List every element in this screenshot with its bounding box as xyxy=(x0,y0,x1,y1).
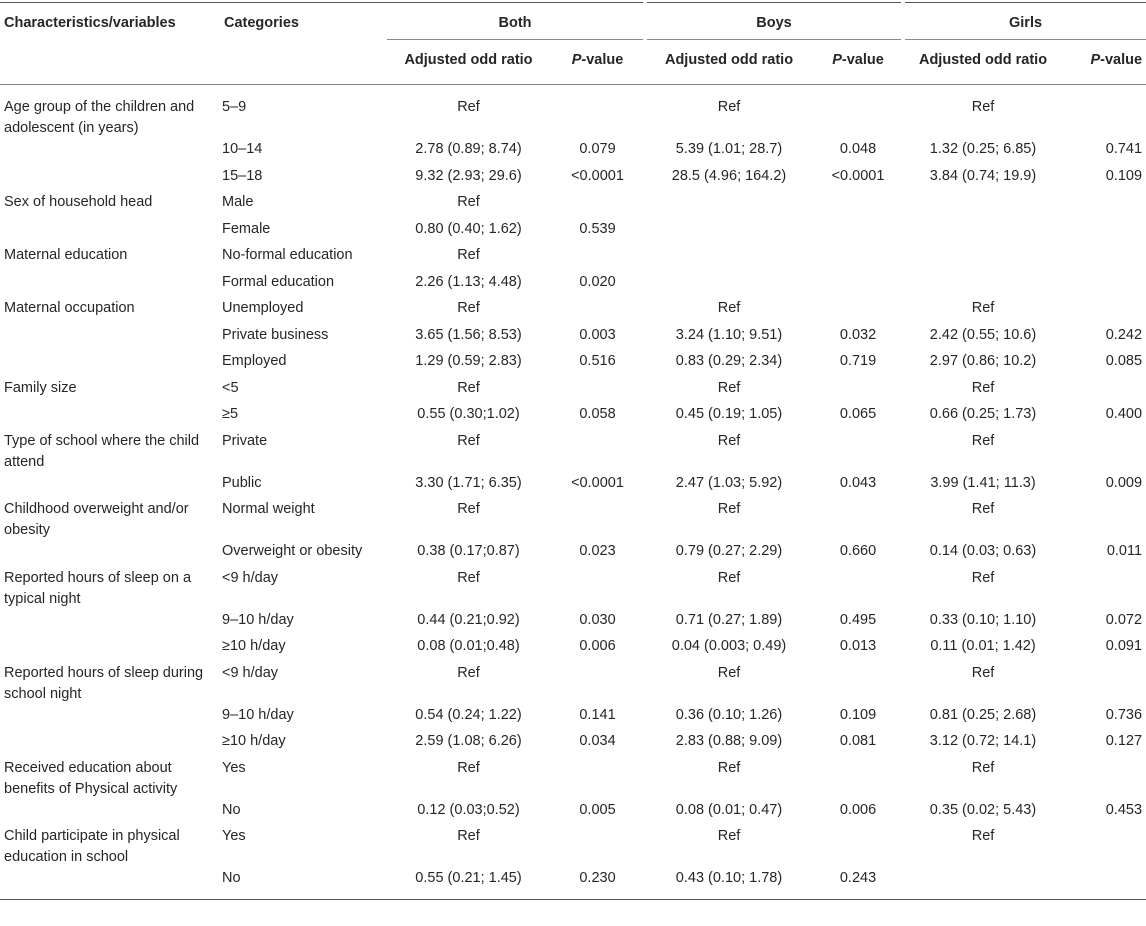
cell-girls-pvalue xyxy=(1063,245,1146,272)
cell-characteristic xyxy=(0,473,222,500)
table-row xyxy=(0,473,1146,500)
cell-both-aor: 0.38 (0.17;0.87) xyxy=(417,543,520,559)
cell-category: Male xyxy=(222,194,254,210)
cell-boys-aor: 0.36 (0.10; 1.26) xyxy=(675,706,783,723)
cell-category: No xyxy=(222,870,241,886)
cell-both-pvalue: 0.030 xyxy=(579,611,616,628)
header-blank xyxy=(222,40,387,85)
cell-both-pvalue: 0.516 xyxy=(579,353,616,369)
cell-characteristic: Received education about benefits of Physical activity xyxy=(4,759,178,797)
cell-both-aor: 2.59 (1.08; 6.26) xyxy=(415,733,522,749)
cell-girls-pvalue xyxy=(1063,378,1146,405)
cell-boys-aor: Ref xyxy=(717,569,741,586)
cell-both-pvalue xyxy=(550,499,645,541)
cell-boys-pvalue xyxy=(813,663,903,705)
cell-boys-aor: 2.47 (1.03; 5.92) xyxy=(675,474,783,491)
cell-category: Employed xyxy=(222,353,287,369)
cell-both-pvalue xyxy=(550,298,645,325)
table-row xyxy=(0,636,1146,663)
cell-both-aor: Ref xyxy=(457,194,480,210)
cell-girls-aor xyxy=(903,219,1063,246)
header-group-girls: Girls xyxy=(903,3,1146,40)
cell-boys-pvalue: 0.109 xyxy=(839,706,877,723)
cell-boys-pvalue: 0.006 xyxy=(839,801,877,818)
cell-boys-aor: 0.43 (0.10; 1.78) xyxy=(675,870,783,886)
cell-girls-aor: 0.66 (0.25; 1.73) xyxy=(929,406,1037,422)
cell-both-pvalue: 0.079 xyxy=(579,141,616,157)
header-row-sub xyxy=(0,40,1146,85)
cell-both-aor: 0.08 (0.01;0.48) xyxy=(417,638,520,654)
cell-both-pvalue: 0.034 xyxy=(579,733,616,749)
cell-both-pvalue: 0.058 xyxy=(579,406,616,422)
cell-boys-aor: Ref xyxy=(717,379,741,396)
cell-both-aor: Ref xyxy=(457,501,480,517)
cell-girls-pvalue xyxy=(1063,826,1146,868)
cell-characteristic xyxy=(0,139,222,166)
cell-girls-aor: 3.84 (0.74; 19.9) xyxy=(929,167,1037,184)
table-header xyxy=(0,3,1146,85)
cell-girls-aor: Ref xyxy=(971,300,995,316)
cell-both-aor: 0.55 (0.21; 1.45) xyxy=(415,870,522,886)
cell-characteristic: Family size xyxy=(4,379,77,396)
cell-girls-pvalue xyxy=(1063,192,1146,219)
cell-girls-pvalue xyxy=(1063,272,1146,299)
cell-boys-pvalue xyxy=(813,219,903,246)
cell-both-aor: Ref xyxy=(457,664,480,681)
table-row xyxy=(0,85,1146,140)
header-categories: Categories xyxy=(222,3,387,40)
cell-girls-aor: Ref xyxy=(971,828,995,844)
cell-category: Normal weight xyxy=(222,501,315,517)
cell-boys-pvalue xyxy=(813,499,903,541)
cell-girls-pvalue: 0.242 xyxy=(1105,326,1143,343)
cell-girls-aor xyxy=(903,868,1063,895)
cell-boys-pvalue: 0.719 xyxy=(839,353,877,369)
cell-category: Female xyxy=(222,220,271,237)
cell-boys-pvalue xyxy=(813,245,903,272)
cell-boys-pvalue xyxy=(813,85,903,140)
cell-characteristic xyxy=(0,404,222,431)
cell-characteristic xyxy=(0,325,222,352)
cell-both-aor: 0.80 (0.40; 1.62) xyxy=(415,220,522,237)
cell-girls-pvalue: 0.011 xyxy=(1106,543,1143,559)
cell-boys-pvalue: 0.032 xyxy=(839,326,877,343)
cell-boys-aor: 0.83 (0.29; 2.34) xyxy=(675,353,783,369)
cell-characteristic xyxy=(0,219,222,246)
cell-girls-pvalue: 0.127 xyxy=(1105,733,1143,749)
cell-both-aor: 0.55 (0.30;1.02) xyxy=(417,406,520,422)
table-row xyxy=(0,610,1146,637)
cell-both-pvalue xyxy=(550,758,645,800)
cell-girls-aor: 2.42 (0.55; 10.6) xyxy=(929,326,1037,343)
cell-category: Private xyxy=(222,432,268,449)
cell-girls-aor: 3.12 (0.72; 14.1) xyxy=(929,733,1037,749)
cell-boys-aor: Ref xyxy=(717,664,741,681)
cell-both-aor: Ref xyxy=(457,247,480,263)
cell-girls-pvalue: 0.072 xyxy=(1105,611,1143,628)
cell-category: Private business xyxy=(222,326,329,343)
cell-category: No-formal education xyxy=(222,247,353,263)
cell-boys-pvalue xyxy=(813,298,903,325)
cell-characteristic xyxy=(0,541,222,568)
cell-girls-pvalue xyxy=(1063,499,1146,541)
cell-girls-aor: Ref xyxy=(971,664,995,681)
cell-category: No xyxy=(222,801,241,818)
header-girls-aor: Adjusted odd ratio xyxy=(918,52,1048,68)
cell-boys-aor: 0.79 (0.27; 2.29) xyxy=(675,543,783,559)
cell-boys-pvalue: 0.065 xyxy=(839,406,877,422)
cell-boys-aor xyxy=(645,192,813,219)
cell-category: ≥10 h/day xyxy=(222,638,286,654)
table-row xyxy=(0,245,1146,272)
cell-girls-aor: 0.81 (0.25; 2.68) xyxy=(929,706,1037,723)
cell-characteristic: Childhood overweight and/or obesity xyxy=(4,501,189,538)
cell-boys-pvalue: 0.043 xyxy=(839,474,877,491)
cell-girls-aor: 3.99 (1.41; 11.3) xyxy=(930,474,1036,491)
cell-characteristic: Reported hours of sleep during school night xyxy=(4,664,204,702)
cell-characteristic xyxy=(0,800,222,827)
cell-both-pvalue: 0.005 xyxy=(579,801,616,818)
cell-girls-aor: Ref xyxy=(971,569,995,586)
cell-boys-aor: 28.5 (4.96; 164.2) xyxy=(671,167,787,184)
cell-girls-aor: 0.35 (0.02; 5.43) xyxy=(929,801,1037,818)
cell-girls-aor: Ref xyxy=(971,379,995,396)
cell-girls-pvalue xyxy=(1063,298,1146,325)
cell-boys-pvalue: 0.660 xyxy=(839,543,877,559)
pvalue-suffix: -value xyxy=(1100,52,1143,68)
table-row xyxy=(0,404,1146,431)
cell-boys-aor: Ref xyxy=(717,300,741,316)
cell-both-pvalue: 0.141 xyxy=(579,706,616,723)
cell-characteristic xyxy=(0,166,222,193)
cell-girls-pvalue xyxy=(1063,219,1146,246)
table-row xyxy=(0,663,1146,705)
cell-boys-pvalue: <0.0001 xyxy=(831,167,885,184)
cell-both-aor: 0.44 (0.21;0.92) xyxy=(417,611,520,628)
cell-boys-aor xyxy=(645,219,813,246)
cell-girls-aor xyxy=(903,245,1063,272)
cell-girls-aor: Ref xyxy=(971,501,995,517)
header-characteristics: Characteristics/variables xyxy=(0,3,222,40)
cell-both-aor: Ref xyxy=(457,569,480,586)
cell-characteristic xyxy=(0,731,222,758)
cell-category: Unemployed xyxy=(222,300,304,316)
cell-boys-aor xyxy=(645,245,813,272)
table-row xyxy=(0,568,1146,610)
cell-both-pvalue: 0.003 xyxy=(579,326,616,343)
cell-characteristic xyxy=(0,705,222,732)
header-both-pvalue xyxy=(550,40,645,85)
cell-category: 15–18 xyxy=(222,167,263,184)
header-girls-pvalue xyxy=(1063,40,1146,85)
cell-characteristic xyxy=(0,351,222,378)
cell-both-pvalue: <0.0001 xyxy=(571,474,624,491)
cell-boys-pvalue: 0.243 xyxy=(839,870,877,886)
cell-characteristic xyxy=(0,272,222,299)
cell-girls-pvalue xyxy=(1063,758,1146,800)
cell-category: ≥10 h/day xyxy=(222,733,286,749)
table-row xyxy=(0,192,1146,219)
table-row xyxy=(0,758,1146,800)
cell-characteristic: Age group of the children and adolescent (in years) xyxy=(4,99,195,136)
cell-both-pvalue: 0.006 xyxy=(579,638,616,654)
cell-both-aor: 1.29 (0.59; 2.83) xyxy=(415,353,522,369)
cell-boys-pvalue: 0.081 xyxy=(839,733,877,749)
cell-boys-pvalue xyxy=(813,192,903,219)
table-row xyxy=(0,166,1146,193)
cell-both-aor: Ref xyxy=(457,828,480,844)
cell-both-aor: 2.26 (1.13; 4.48) xyxy=(415,273,522,290)
cell-category: 9–10 h/day xyxy=(222,611,294,628)
cell-boys-pvalue: 0.013 xyxy=(839,638,877,654)
cell-girls-aor: Ref xyxy=(971,432,995,449)
header-boys-pvalue xyxy=(813,40,903,85)
cell-both-pvalue: 0.539 xyxy=(579,220,616,237)
cell-boys-aor: 0.08 (0.01; 0.47) xyxy=(675,801,783,818)
cell-category: <5 xyxy=(222,379,239,396)
cell-boys-pvalue: 0.495 xyxy=(839,611,877,628)
cell-both-aor: 3.65 (1.56; 8.53) xyxy=(415,326,522,343)
cell-girls-aor xyxy=(903,272,1063,299)
cell-category: <9 h/day xyxy=(222,664,279,681)
table-row xyxy=(0,541,1146,568)
table-body xyxy=(0,85,1146,895)
cell-boys-aor: Ref xyxy=(717,432,741,449)
pvalue-p: P xyxy=(832,52,842,68)
cell-both-aor: Ref xyxy=(457,759,480,776)
pvalue-suffix: -value xyxy=(581,52,624,68)
cell-girls-pvalue xyxy=(1063,868,1146,895)
cell-category: Yes xyxy=(222,759,246,776)
cell-both-aor: 0.12 (0.03;0.52) xyxy=(417,801,520,818)
cell-boys-pvalue xyxy=(813,378,903,405)
cell-boys-aor: Ref xyxy=(717,99,741,115)
cell-both-pvalue: 0.020 xyxy=(579,273,616,290)
table-row xyxy=(0,272,1146,299)
cell-boys-pvalue: 0.048 xyxy=(839,141,877,157)
table-row xyxy=(0,431,1146,473)
cell-characteristic: Type of school where the child attend xyxy=(4,432,200,470)
cell-girls-pvalue: 0.453 xyxy=(1105,801,1143,818)
cell-category: ≥5 xyxy=(222,406,239,422)
cell-girls-aor: 2.97 (0.86; 10.2) xyxy=(929,353,1037,369)
header-blank xyxy=(0,40,222,85)
header-both-aor: Adjusted odd ratio xyxy=(404,52,533,68)
table-row xyxy=(0,139,1146,166)
table-row xyxy=(0,378,1146,405)
pvalue-suffix: -value xyxy=(841,52,884,68)
cell-girls-pvalue xyxy=(1063,663,1146,705)
odds-ratio-table xyxy=(0,2,1146,895)
cell-girls-pvalue: 0.400 xyxy=(1105,406,1143,422)
table-row xyxy=(0,800,1146,827)
header-group-boys: Boys xyxy=(645,3,903,40)
cell-both-pvalue xyxy=(550,245,645,272)
cell-category: Yes xyxy=(222,828,246,844)
cell-both-pvalue: <0.0001 xyxy=(571,167,624,184)
cell-girls-aor: Ref xyxy=(971,759,995,776)
cell-girls-pvalue: 0.085 xyxy=(1105,353,1143,369)
cell-boys-aor: Ref xyxy=(717,501,741,517)
cell-boys-pvalue xyxy=(813,431,903,473)
cell-boys-pvalue xyxy=(813,272,903,299)
cell-both-pvalue xyxy=(550,85,645,140)
header-group-both: Both xyxy=(387,3,645,40)
cell-both-aor: 9.32 (2.93; 29.6) xyxy=(415,167,522,184)
table-row xyxy=(0,705,1146,732)
cell-characteristic: Sex of household head xyxy=(4,194,153,210)
cell-category: Overweight or obesity xyxy=(222,543,363,559)
pvalue-p: P xyxy=(571,52,582,68)
cell-category: Formal education xyxy=(222,273,335,290)
cell-girls-aor: 0.33 (0.10; 1.10) xyxy=(929,611,1037,628)
cell-characteristic xyxy=(0,610,222,637)
cell-both-pvalue xyxy=(550,431,645,473)
cell-both-aor: Ref xyxy=(457,99,480,115)
cell-girls-aor: 1.32 (0.25; 6.85) xyxy=(929,141,1037,157)
table-row xyxy=(0,826,1146,868)
cell-boys-pvalue xyxy=(813,758,903,800)
cell-boys-pvalue xyxy=(813,826,903,868)
cell-both-pvalue: 0.230 xyxy=(579,870,616,886)
cell-characteristic: Maternal education xyxy=(4,247,128,263)
table-row xyxy=(0,219,1146,246)
table-bottom-rule xyxy=(0,899,1146,900)
header-row-groups xyxy=(0,3,1146,40)
cell-girls-aor: Ref xyxy=(971,99,995,115)
cell-girls-aor xyxy=(903,192,1063,219)
cell-girls-pvalue xyxy=(1063,431,1146,473)
cell-category: 5–9 xyxy=(222,99,247,115)
cell-girls-pvalue: 0.091 xyxy=(1105,638,1143,654)
cell-boys-aor: Ref xyxy=(717,759,741,776)
cell-category: 9–10 h/day xyxy=(222,706,294,723)
cell-both-aor: Ref xyxy=(457,432,480,449)
cell-both-pvalue xyxy=(550,826,645,868)
table-row xyxy=(0,351,1146,378)
cell-both-aor: 0.54 (0.24; 1.22) xyxy=(415,706,522,723)
cell-both-pvalue xyxy=(550,378,645,405)
table-row xyxy=(0,499,1146,541)
cell-both-aor: 3.30 (1.71; 6.35) xyxy=(415,474,522,491)
cell-category: 10–14 xyxy=(222,141,263,157)
cell-girls-pvalue: 0.736 xyxy=(1105,706,1143,723)
cell-category: Public xyxy=(222,474,262,491)
cell-characteristic: Child participate in physical education in school xyxy=(4,828,180,865)
pvalue-p: P xyxy=(1090,52,1101,68)
table-row xyxy=(0,731,1146,758)
cell-boys-aor: 2.83 (0.88; 9.09) xyxy=(675,733,783,749)
cell-characteristic: Reported hours of sleep on a typical night xyxy=(4,569,192,607)
cell-girls-pvalue xyxy=(1063,85,1146,140)
cell-both-pvalue xyxy=(550,192,645,219)
cell-girls-pvalue xyxy=(1063,568,1146,610)
cell-characteristic: Maternal occupation xyxy=(4,300,135,316)
cell-characteristic xyxy=(0,636,222,663)
table-row xyxy=(0,868,1146,895)
cell-boys-aor: 0.45 (0.19; 1.05) xyxy=(675,406,783,422)
cell-both-pvalue xyxy=(550,568,645,610)
cell-category: <9 h/day xyxy=(222,569,279,586)
cell-boys-aor xyxy=(645,272,813,299)
cell-both-pvalue: 0.023 xyxy=(579,543,616,559)
cell-boys-pvalue xyxy=(813,568,903,610)
cell-girls-pvalue: 0.009 xyxy=(1105,474,1143,491)
cell-boys-aor: 3.24 (1.10; 9.51) xyxy=(675,326,783,343)
cell-both-aor: Ref xyxy=(457,300,480,316)
cell-girls-aor: 0.11 (0.01; 1.42) xyxy=(930,638,1036,654)
cell-girls-aor: 0.14 (0.03; 0.63) xyxy=(929,543,1037,559)
header-boys-aor: Adjusted odd ratio xyxy=(664,52,794,68)
cell-boys-aor: 0.71 (0.27; 1.89) xyxy=(675,611,783,628)
cell-both-pvalue xyxy=(550,663,645,705)
cell-girls-pvalue: 0.741 xyxy=(1105,141,1143,157)
cell-both-aor: Ref xyxy=(457,379,480,396)
cell-both-aor: 2.78 (0.89; 8.74) xyxy=(415,141,522,157)
table-row xyxy=(0,298,1146,325)
table-row xyxy=(0,325,1146,352)
cell-boys-aor: 5.39 (1.01; 28.7) xyxy=(675,141,783,157)
cell-boys-aor: Ref xyxy=(717,828,741,844)
cell-characteristic xyxy=(0,868,222,895)
cell-boys-aor: 0.04 (0.003; 0.49) xyxy=(671,638,787,654)
cell-girls-pvalue: 0.109 xyxy=(1105,167,1143,184)
